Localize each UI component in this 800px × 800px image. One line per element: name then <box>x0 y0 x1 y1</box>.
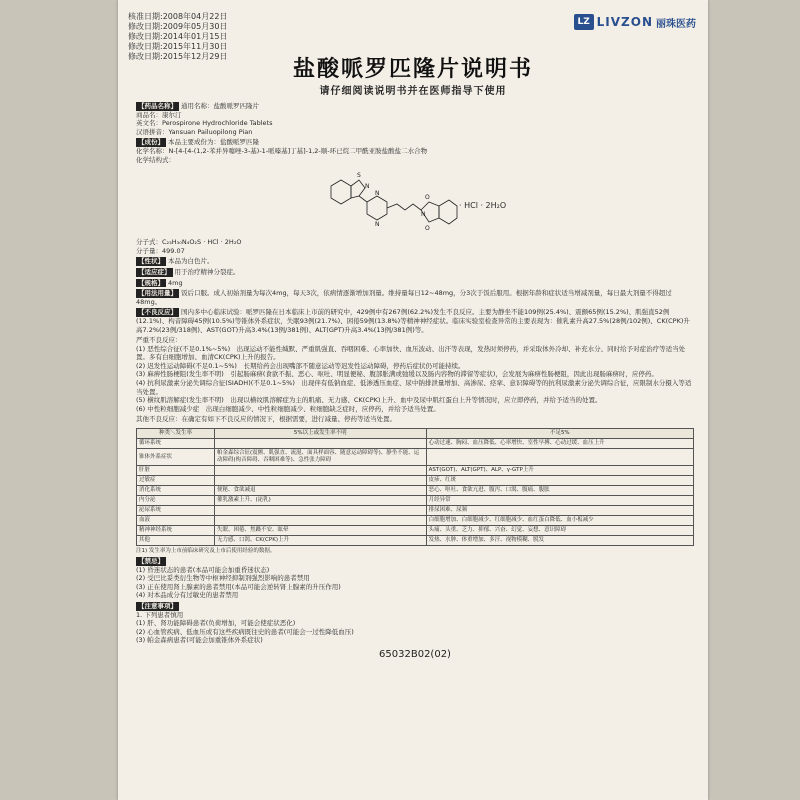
table-cell: 精神神经系统 <box>137 526 215 536</box>
table-header-row <box>137 429 694 439</box>
text-line: (2) 受巴比妥类衍生物等中枢神经抑制剂强烈影响的患者禁用 <box>136 574 310 583</box>
section-indications <box>136 268 694 277</box>
text-line: (4) 对本品成分有过敏史的患者禁用 <box>136 591 239 600</box>
table-cell <box>214 439 426 449</box>
table-cell: 肝脏 <box>137 466 215 476</box>
leaflet-body <box>136 100 694 660</box>
svg-text:N: N <box>375 221 380 229</box>
svg-text:N: N <box>421 211 426 219</box>
text-line: (3) 帕金森病患者(可能会加重锥体外系症状) <box>136 636 263 645</box>
text-line: (2) 心血管疾病、低血压或有这些疾病既往史的患者(可能会一过性降低血压) <box>136 627 354 636</box>
section-contraindications <box>136 557 694 600</box>
text-line: (2) 迟发性运动障碍(不足0.1~5%) 长期给药会出现嘴部不随意运动等迟发性运动障碍，停药后症状仍可能持续。 <box>136 361 465 370</box>
text-line: (3) 正在使用肾上腺素的患者禁用(本品可能会逆转肾上腺素的升压作用) <box>136 582 341 591</box>
svg-text:O: O <box>425 225 430 233</box>
section-header: 【禁忌】 <box>138 557 164 566</box>
text-line: 汉语拼音：Yansuan Pailuopilong Pian <box>136 127 253 136</box>
text-line: (1) 肝、肾功能障碍患者(负荷增加，可能会使症状恶化) <box>136 619 296 628</box>
table-row <box>137 486 694 496</box>
section-header: 【用法用量】 <box>138 289 177 298</box>
company-logo <box>574 14 696 30</box>
table-cell <box>214 466 426 476</box>
section-composition <box>136 138 694 164</box>
table-header-cell: 种类＼发生率 <box>137 429 215 439</box>
svg-text:N: N <box>365 183 370 191</box>
table-cell: 帕金森综合征(震颤、肌强直、流涎、面具样面容、随意运动障碍等)、静坐不能、运动障碍(构音障碍、吞咽困难等)、急性张力障碍 <box>214 449 426 466</box>
section-precautions <box>136 602 694 645</box>
revision-date: 核准日期:2008年04月22日 <box>128 12 228 21</box>
logo-cn: 丽珠医药 <box>656 18 696 30</box>
table-cell: 恶心、呕吐、食欲亢进、腹泻、口渴、腹痛、腹胀 <box>426 486 693 496</box>
logo-mark-icon: LZ <box>574 14 594 30</box>
table-row <box>137 449 694 466</box>
table-cell: 排尿困难、尿频 <box>426 506 693 516</box>
structure-diagram-icon <box>321 166 461 236</box>
page-title: 盐酸哌罗匹隆片说明书 <box>292 57 533 82</box>
table-header-cell: 不足5% <box>426 429 693 439</box>
text-line: (1) 恶性综合征(不足0.1%~5%) 出现运动不能性缄默、严重肌强直、吞咽困难、心率加快、血压波动、出汗等表现，发热时须停药，并采取体外冷却、补充水分、同时给予对症治疗等适当处置。多有白细胞增加、血清CK(CPK)上升的报告。 <box>136 344 686 362</box>
section-header: 【性状】 <box>138 257 164 266</box>
text-line: 本品主要成份为：盐酸哌罗匹隆 <box>168 138 259 147</box>
table-row <box>137 439 694 449</box>
table-cell: 心动过速、胸闷、血压降低、心率增快、室性早搏、心动过缓、血压上升 <box>426 439 693 449</box>
table-cell: 循环系统 <box>137 439 215 449</box>
subsection-header: 严重不良反应： <box>136 336 182 345</box>
text-line: 饭后口服。成人初始剂量为每次4mg，每天3次，依病情逐渐增加剂量。维持量每日12~48mg，分3次于饭后服用。根据年龄和症状适当增减剂量，每日最大剂量不得超过48mg。 <box>136 289 672 306</box>
table-footnote: 注1) 发生率为上市前临床研究及上市后使用经验的数据。 <box>136 548 276 555</box>
section-header: 【药品名称】 <box>138 102 177 110</box>
table-cell: 血液 <box>137 516 215 526</box>
molecular-formula: 分子式：C₂₃H₃₀N₄O₂S · HCl · 2H₂O <box>136 238 242 247</box>
table-cell <box>214 516 426 526</box>
revision-date: 修改日期:2009年05月30日 <box>128 22 228 31</box>
text-line: 英文名：Perospirone Hydrochloride Tablets <box>136 119 273 128</box>
table-cell: 锥体外系症状 <box>137 449 215 466</box>
text-line: 本品为白色片。 <box>168 257 214 266</box>
table-cell: 其他 <box>137 536 215 546</box>
hcl-label: · HCl · 2H₂O <box>459 201 507 211</box>
table-row <box>137 516 694 526</box>
section-name <box>136 102 694 136</box>
revision-date: 修改日期:2015年11月30日 <box>128 42 228 51</box>
table-cell: 月经异常 <box>426 496 693 506</box>
text-line: (5) 横纹肌溶解症(发生率不明) 出现以横纹肌溶解症为主的肌痛、无力感、CK(CPK)上升、血中及尿中肌红蛋白上升等情况时，应立即停药，并给予适当的处置。 <box>136 396 602 405</box>
table-cell <box>214 506 426 516</box>
text-line: (3) 麻痹性肠梗阻(发生率不明) 引起肠麻痹(食欲不振、恶心、呕吐、明显便秘、腹部胀满或弛缓以及肠内容物的滞留等症状)，会发展为麻痹性肠梗阻，因此出现肠麻痹时，应停药。 <box>136 370 658 379</box>
table-cell: 催乳激素上升、(泌乳) <box>214 496 426 506</box>
print-code: 65032B02(02) <box>379 648 451 660</box>
section-header: 【适应症】 <box>138 267 171 276</box>
table-cell: AST(GOT)、ALT(GPT)、ALP、γ-GTP上升 <box>426 466 693 476</box>
section-specification <box>136 279 694 288</box>
text-line: 通用名称：盐酸哌罗匹隆片 <box>181 102 259 110</box>
revision-date: 修改日期:2015年12月29日 <box>128 52 228 61</box>
table-row <box>137 536 694 546</box>
table-row <box>137 506 694 516</box>
table-header-cell: 5%以上或发生率不明 <box>214 429 426 439</box>
table-cell: 失眠、困倦、焦躁不安、眩晕 <box>214 526 426 536</box>
svg-text:S: S <box>357 172 361 180</box>
table-cell: 内分泌 <box>137 496 215 506</box>
text-line: 4mg <box>168 278 183 287</box>
adverse-reaction-table <box>136 428 694 546</box>
section-serious-reactions <box>136 336 694 413</box>
svg-text:N: N <box>375 190 380 198</box>
table-cell <box>214 476 426 486</box>
section-dosage <box>136 289 694 306</box>
table-row <box>137 476 694 486</box>
table-cell: 发热、水肿、体重增加、多汗、视物模糊、脱发 <box>426 536 693 546</box>
leaflet-page <box>118 0 708 800</box>
other-reactions-intro: 其他不良反应：在确定有如下不良反应的情况下，根据需要，进行减量、停药等适当处置。 <box>136 415 396 424</box>
text-line: (6) 中性粒细胞减少症 出现白细胞减少、中性粒细胞减少、粒细胞缺乏症时，应停药，并给予适当处置。 <box>136 404 440 413</box>
table-cell: 便秘、食欲减退 <box>214 486 426 496</box>
molecular-weight: 分子量：499.07 <box>136 246 185 255</box>
table-cell: 泌尿系统 <box>137 506 215 516</box>
table-cell: 消化系统 <box>137 486 215 496</box>
text-line: 化学结构式： <box>136 155 175 164</box>
text-line: 商品名：康尔汀 <box>136 110 182 119</box>
chemical-structure <box>136 166 694 236</box>
page-subtitle: 请仔细阅读说明书并在医师指导下使用 <box>319 86 507 97</box>
text-line: (4) 抗利尿激素分泌失调综合征(SIADH)(不足0.1~5%) 出现伴有低钠血症、低渗透压血症、尿中钠排泄量增加、高渗尿、痉挛、意识障碍等的抗利尿激素分泌失调综合征，应限制水分摄入等适当处置。 <box>136 379 692 396</box>
section-header: 【注意事项】 <box>138 602 177 610</box>
section-adverse-reactions <box>136 308 694 334</box>
text-line: 化学名称：N-[4-[4-(1,2-苯并异噻唑-3-基)-1-哌嗪基]丁基]-1,2-顺-环已烷二甲酰亚胺盐酸盐二水合物 <box>136 146 428 155</box>
revision-date: 修改日期:2014年01月15日 <box>128 32 228 41</box>
section-header: 【成份】 <box>138 138 164 147</box>
table-row <box>137 496 694 506</box>
table-cell: 白细胞增加、白细胞减少、红细胞减少、血红蛋白降低、血小板减少 <box>426 516 693 526</box>
text-line: (1) 昏迷状态的患者(本品可能会加重昏迷状态) <box>136 565 270 574</box>
section-header: 【不良反应】 <box>138 308 177 317</box>
section-characters <box>136 257 694 266</box>
text-line: 1. 下列患者慎用 <box>136 610 184 619</box>
table-row <box>137 466 694 476</box>
section-header: 【规格】 <box>138 278 164 287</box>
text-line: 用于治疗精神分裂症。 <box>174 267 240 276</box>
table-cell: 无力感、口渴、CK(CPK)上升 <box>214 536 426 546</box>
table-cell: 过敏症 <box>137 476 215 486</box>
table-cell <box>426 449 693 466</box>
table-cell: 头痛、头重、乏力、抑郁、兴奋、幻觉、妄想、意识障碍 <box>426 526 693 536</box>
text-line: 国内多中心临床试验：哌罗匹隆在日本临床上市前的研究中，429例中有267例(62.2%)发生不良反应。主要为静坐不能109例(25.4%)、震颤65例(15.2%)、肌强直52例(12.1%)、构音障碍45例(10.5%)等锥体外系症状，失眠93例(21.7%)、困倦59例(13.8%)等精神神经症状。临床实验室检查异常的主要表现为：催乳素升高27.5%(28例/102例)、CK(CPK)升高7.2%(23例/318例)、AST(GOT)升高3.4%(13例/381例)、ALT(GPT)升高3.4%(13例/381例)等。 <box>136 308 690 334</box>
table-cell: 皮疹、红斑 <box>426 476 693 486</box>
logo-text: LIVZON <box>596 15 653 29</box>
table-row <box>137 526 694 536</box>
svg-text:O: O <box>425 194 430 202</box>
